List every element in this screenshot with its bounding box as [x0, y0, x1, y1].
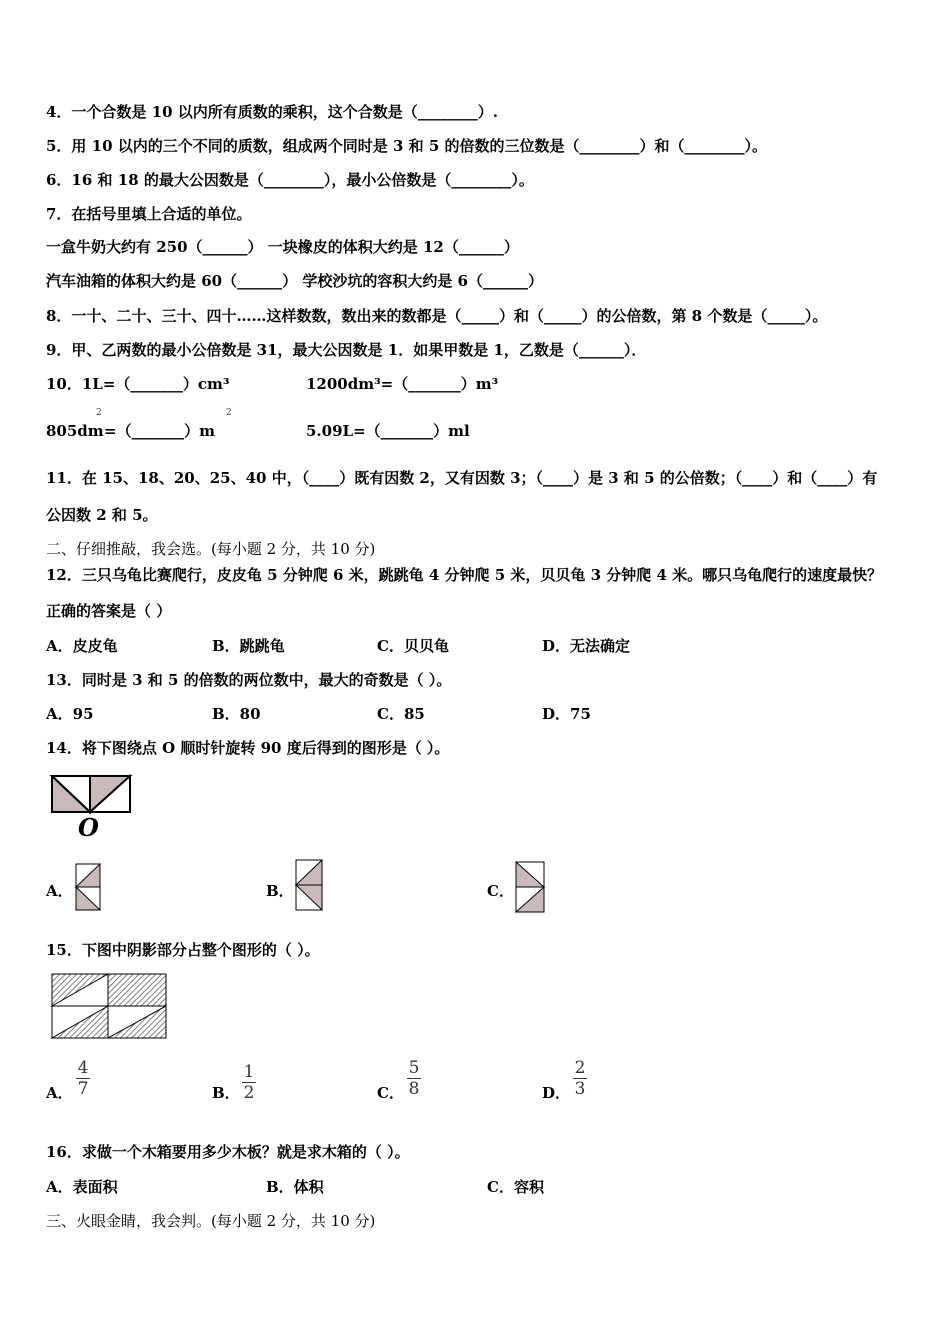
question-8: 8．一十、二十、三十、四十……这样数数，数出来的数都是（_____）和（_____）的公倍数，第 8 个数是（_____）。 — [46, 307, 828, 325]
question-7-line-2: 汽车油箱的体积大约是 60（______） 学校沙坑的容积大约是 6（______） — [46, 272, 543, 290]
fraction-numerator: 1 — [243, 1062, 255, 1082]
question-5: 5．用 10 以内的三个不同的质数，组成两个同时是 3 和 5 的倍数的三位数是（________）和（________）。 — [46, 137, 768, 155]
q13-option-c[interactable]: C．85 — [377, 705, 425, 723]
superscript-2: 2 — [96, 408, 102, 418]
question-10-b: 1200dm³=（_______）m³ — [306, 375, 499, 393]
q14-option-c-figure[interactable] — [514, 860, 548, 914]
question-11-line-2: 公因数 2 和 5。 — [46, 506, 158, 524]
question-7: 7．在括号里填上合适的单位。 — [46, 205, 252, 223]
q14-option-a[interactable]: A． — [46, 882, 73, 900]
q13-option-d[interactable]: D．75 — [542, 705, 591, 723]
question-14: 14．将下图绕点 O 顺时针旋转 90 度后得到的图形是（ ）。 — [46, 739, 450, 757]
q15-option-c[interactable]: C． — [377, 1084, 404, 1102]
q12-option-d[interactable]: D．无法确定 — [542, 637, 631, 655]
question-13: 13．同时是 3 和 5 的倍数的两位数中，最大的奇数是（ ）。 — [46, 671, 452, 689]
question-9: 9．甲、乙两数的最小公倍数是 31，最大公因数是 1．如果甲数是 1，乙数是（______）． — [46, 341, 647, 359]
fraction-denominator: 7 — [77, 1079, 89, 1099]
q12-option-b[interactable]: B．跳跳龟 — [212, 637, 285, 655]
fraction-numerator: 2 — [574, 1058, 586, 1078]
q15-fraction-d — [571, 1058, 589, 1099]
q16-option-a[interactable]: A．表面积 — [46, 1178, 118, 1196]
q12-option-a[interactable]: A．皮皮龟 — [46, 637, 118, 655]
fraction-numerator: 5 — [408, 1058, 420, 1078]
q16-option-c[interactable]: C．容积 — [487, 1178, 544, 1196]
question-10-a: 10．1L=（_______）cm³ — [46, 375, 230, 393]
question-10-c-pre: 805dm — [46, 422, 104, 440]
q13-option-a[interactable]: A．95 — [46, 705, 94, 723]
q14-option-a-figure[interactable] — [74, 862, 104, 912]
question-11-line-1: 11．在 15、18、20、25、40 中，（____）既有因数 2，又有因数 3；（____）是 3 和 5 的公倍数；（____）和（____）有 — [46, 469, 878, 487]
q15-fraction-b — [240, 1062, 258, 1103]
q14-option-c[interactable]: C． — [487, 882, 514, 900]
question-10-c: =（_______）m — [104, 422, 215, 440]
q15-option-b[interactable]: B． — [212, 1084, 240, 1102]
question-12-line-1: 12．三只乌龟比赛爬行，皮皮龟 5 分钟爬 6 米，跳跳龟 4 分钟爬 5 米，贝贝龟 3 分钟爬 4 米。哪只乌龟爬行的速度最快？ — [46, 566, 883, 584]
fraction-denominator: 3 — [574, 1079, 586, 1099]
question-15: 15．下图中阴影部分占整个图形的（ ）。 — [46, 941, 320, 959]
q15-option-d[interactable]: D． — [542, 1084, 571, 1102]
question-12-line-2: 正确的答案是（ ） — [46, 602, 172, 620]
q15-option-a[interactable]: A． — [46, 1084, 73, 1102]
q16-option-b[interactable]: B．体积 — [266, 1178, 324, 1196]
section-2-heading: 二、仔细推敲，我会选。(每小题 2 分，共 10 分) — [46, 540, 376, 558]
q15-figure — [50, 972, 170, 1042]
q15-fraction-a — [74, 1058, 92, 1099]
question-6: 6．16 和 18 的最大公因数是（________），最小公倍数是（________）。 — [46, 171, 534, 189]
question-10-d: 5.09L=（_______）ml — [306, 422, 470, 440]
q14-option-b-figure[interactable] — [294, 858, 326, 912]
q14-option-b[interactable]: B． — [266, 882, 294, 900]
fraction-denominator: 2 — [243, 1083, 255, 1103]
q13-option-b[interactable]: B．80 — [212, 705, 261, 723]
fraction-denominator: 8 — [408, 1079, 420, 1099]
question-4: 4．一个合数是 10 以内所有质数的乘积，这个合数是（________）. — [46, 103, 498, 121]
q12-option-c[interactable]: C．贝贝龟 — [377, 637, 449, 655]
question-16: 16．求做一个木箱要用多少木板？就是求木箱的（ ）。 — [46, 1143, 410, 1161]
q14-point-o: O — [78, 813, 99, 842]
question-7-line-1: 一盒牛奶大约有 250（______） 一块橡皮的体积大约是 12（______） — [46, 238, 519, 256]
q15-fraction-c — [405, 1058, 423, 1099]
fraction-numerator: 4 — [77, 1058, 89, 1078]
superscript-2: 2 — [226, 408, 232, 418]
section-3-heading: 三、火眼金睛，我会判。(每小题 2 分，共 10 分) — [46, 1212, 376, 1230]
